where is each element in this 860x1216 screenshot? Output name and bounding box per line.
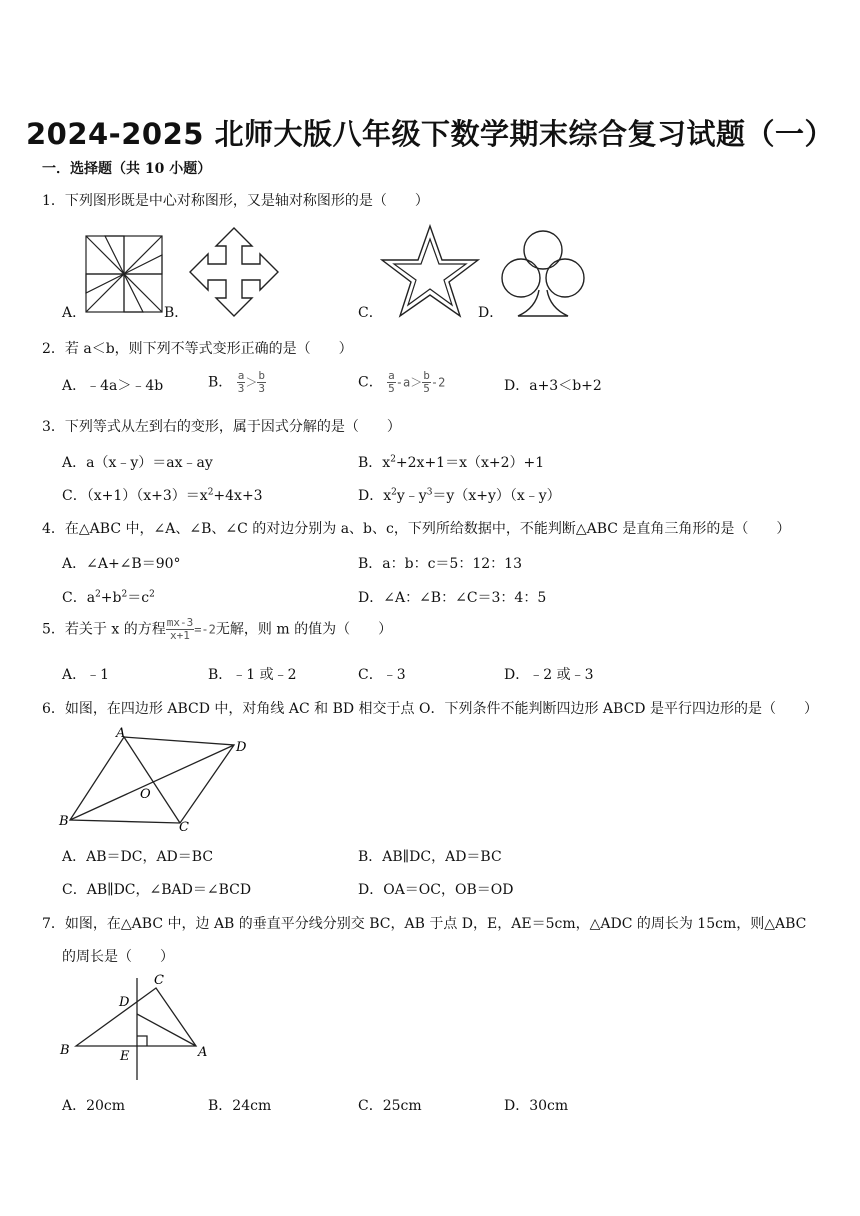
question-6-text: 6．如图，在四边形 ABCD 中，对角线 AC 和 BD 相交于点 O．下列条件不能判断四边形 ABCD 是平行四边形的是（ ） xyxy=(42,701,818,717)
q6-option-d: D．OA＝OC，OB＝OD xyxy=(358,882,514,898)
label-B: B xyxy=(59,814,69,829)
label-D: D xyxy=(119,995,130,1010)
q6-option-b: B．AB∥DC，AD＝BC xyxy=(358,849,502,865)
q6-option-c: C．AB∥DC，∠BAD＝∠BCD xyxy=(62,882,252,898)
q5-option-c: C．﹣3 xyxy=(358,667,406,683)
q1-option-c-label: C． xyxy=(358,305,383,321)
label-C: C xyxy=(179,820,189,834)
four-arrows-figure xyxy=(188,226,280,318)
q3-option-b: B．$x^2+2x+1=x(x+2)+1$ xyxy=(358,454,545,471)
q3-option-a: A．a（x﹣y）＝ax﹣ay xyxy=(62,455,213,471)
q2-option-c: C． $\frac{a}{5}$ -a＞ $\frac{b}{5}$ -2 xyxy=(358,369,446,395)
question-1-text: 1．下列图形既是中心对称图形，又是轴对称图形的是（ ） xyxy=(42,193,429,209)
q2-option-d: D．a+3＜b+2 xyxy=(504,378,602,394)
q4-option-c: C．$a^2+b^2=c^2$ xyxy=(62,589,155,606)
label-D: D xyxy=(236,740,247,755)
question-7-line-2: 的周长是（ ） xyxy=(62,949,174,965)
q2-option-c-label: C． xyxy=(358,374,383,391)
q6-option-a: A．AB＝DC，AD＝BC xyxy=(62,849,214,865)
q1-option-a-label: A． xyxy=(62,305,87,321)
question-3-text: 3．下列等式从左到右的变形，属于因式分解的是（ ） xyxy=(42,419,401,435)
club-figure xyxy=(500,228,586,318)
q1-option-b-label: B． xyxy=(164,305,189,321)
q5-option-d: D．﹣2 或﹣3 xyxy=(504,667,594,683)
label-B: B xyxy=(60,1043,70,1058)
q5-option-a: A．﹣1 xyxy=(62,667,110,683)
q4-option-a: A．∠A+∠B＝90° xyxy=(62,556,181,572)
q2-option-b-label: B． xyxy=(208,374,233,391)
label-A: A xyxy=(198,1045,208,1060)
q3-option-c: C．$(x+1)(x+3)=x^2+4x+3$ xyxy=(62,487,263,504)
q7-option-c: C．25cm xyxy=(358,1098,422,1114)
fraction-b-over-3: $\frac{b}{3}$ xyxy=(258,369,266,395)
equation-fraction: $\frac{mx-3}{x+1}$ xyxy=(166,616,194,642)
label-O: O xyxy=(140,787,151,802)
q7-option-a: A．20cm xyxy=(62,1098,126,1114)
q4-option-b: B．a：b：c＝5：12：13 xyxy=(358,556,522,572)
q7-option-d: D．30cm xyxy=(504,1098,569,1114)
question-2-text: 2．若 a＜b，则下列不等式变形正确的是（ ） xyxy=(42,341,353,357)
q4-option-d: D．∠A：∠B：∠C＝3：4：5 xyxy=(358,590,547,606)
question-5-text: 5．若关于 x 的方程 $\frac{mx-3}{x+1}$ =-2无解，则 m 的值为（ ） xyxy=(42,616,393,642)
label-C: C xyxy=(154,973,164,988)
fraction-b-over-5: $\frac{b}{5}$ xyxy=(423,369,430,395)
q5-option-b: B．﹣1 或﹣2 xyxy=(208,667,297,683)
label-A: A xyxy=(116,726,126,741)
fraction-a-over-5: $\frac{a}{5}$ xyxy=(388,369,395,395)
q2-option-b: B． $\frac{a}{3}$ ＞ $\frac{b}{3}$ xyxy=(208,369,266,395)
fraction-a-over-3: $\frac{a}{3}$ xyxy=(237,369,245,395)
pinwheel-figure xyxy=(84,234,164,314)
quadrilateral-figure xyxy=(56,724,256,834)
q1-option-d-label: D． xyxy=(478,305,504,321)
label-E: E xyxy=(120,1049,130,1064)
page-title: 2024-2025 北师大版八年级下数学期末综合复习试题（一） xyxy=(25,117,835,151)
triangle-figure xyxy=(56,970,216,1086)
star-figure xyxy=(380,224,480,318)
q2-option-a: A．﹣4a＞﹣4b xyxy=(62,378,164,394)
q3-option-d: D．$x^2y﹣y^3=y(x+y)(x﹣y)$ xyxy=(358,487,561,504)
q7-option-b: B．24cm xyxy=(208,1098,272,1114)
question-4-text: 4．在△ABC 中，∠A、∠B、∠C 的对边分别为 a、b、c，下列所给数据中，不能判断△ABC 是直角三角形的是（ ） xyxy=(42,521,791,537)
question-7-line-1: 7．如图，在△ABC 中，边 AB 的垂直平分线分别交 BC，AB 于点 D，E，AE＝5cm，△ADC 的周长为 15cm，则△ABC xyxy=(42,916,807,932)
section-heading: 一．选择题（共 10 小题） xyxy=(42,161,212,177)
